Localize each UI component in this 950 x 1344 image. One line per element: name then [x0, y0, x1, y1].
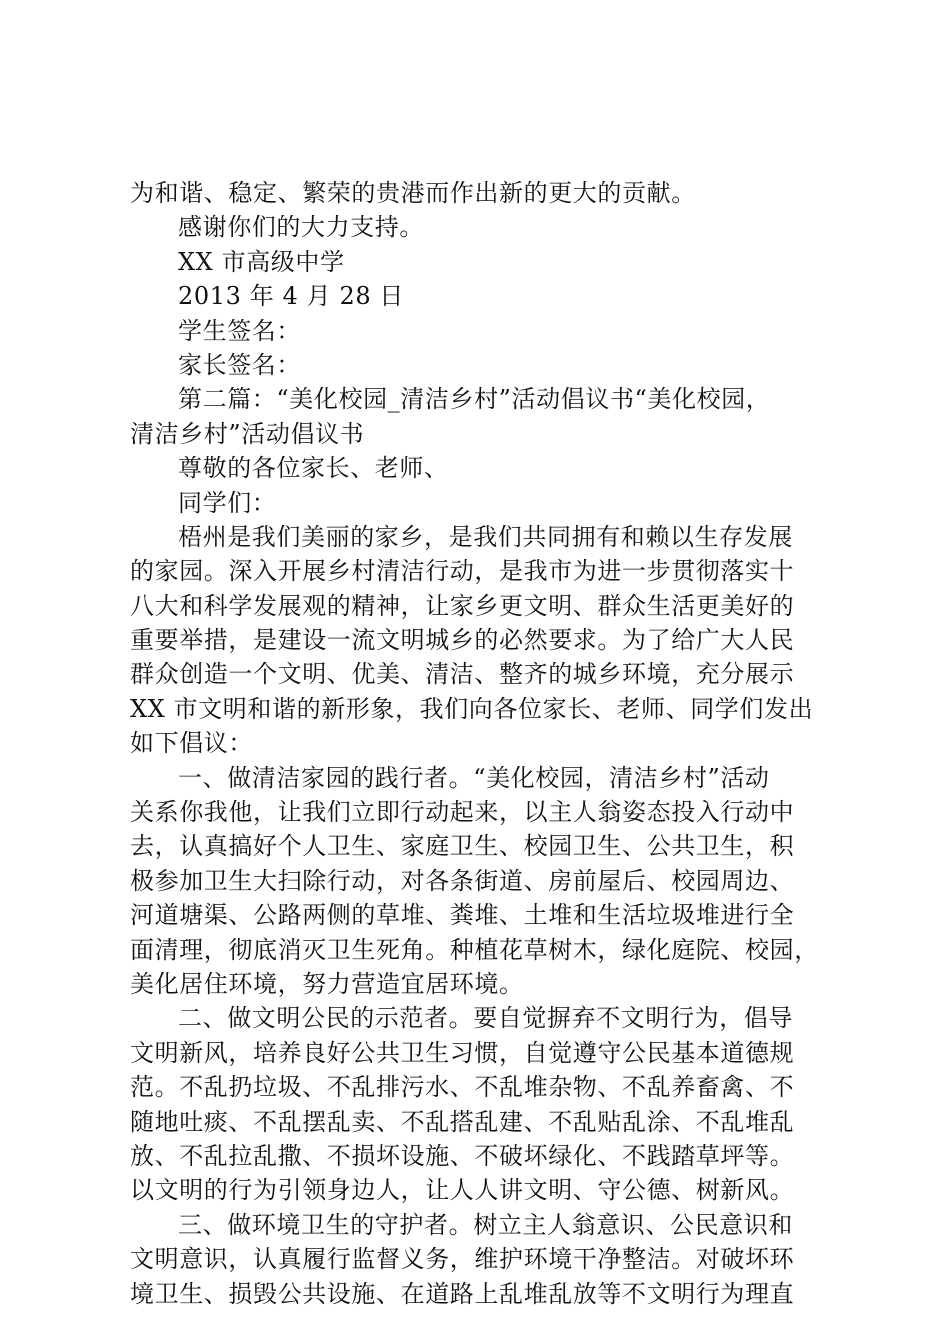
text-line: 八大和科学发展观的精神，让家乡更文明、群众生活更美好的 — [130, 591, 795, 620]
text-line: 美化居住环境，努力营造宜居环境。 — [130, 969, 524, 998]
text-line: 放、不乱拉乱撒、不损坏设施、不破坏绿化、不践踏草坪等。 — [130, 1141, 795, 1170]
student-signature-label: 学生签名： — [178, 316, 301, 345]
text-line: 随地吐痰、不乱摆乱卖、不乱搭乱建、不乱贴乱涂、不乱堆乱 — [130, 1107, 795, 1136]
text-line: 境卫生、损毁公共设施、在道路上乱堆乱放等不文明行为理直 — [130, 1279, 795, 1308]
text-line: 如下倡议： — [130, 729, 253, 758]
text-line: 去，认真搞好个人卫生、家庭卫生、校园卫生、公共卫生，积 — [130, 832, 795, 861]
school-name: XX 市高级中学 — [178, 247, 345, 276]
date-line: 2013 年 4 月 28 日 — [178, 282, 405, 311]
text-line: 一、做清洁家园的践行者。“美化校园，清洁乡村”活动 — [178, 763, 770, 792]
text-line: 的家园。深入开展乡村清洁行动，是我市为进一步贯彻落实十 — [130, 557, 795, 586]
text-line: 梧州是我们美丽的家乡，是我们共同拥有和赖以生存发展 — [178, 522, 793, 551]
parent-signature-label: 家长签名： — [178, 350, 301, 379]
text-line: 三、做环境卫生的守护者。树立主人翁意识、公民意识和 — [178, 1210, 793, 1239]
section-title-cont: 清洁乡村”活动倡议书 — [130, 419, 365, 448]
text-line: 以文明的行为引领身边人，让人人讲文明、守公德、树新风。 — [130, 1176, 795, 1205]
text-line: 关系你我他，让我们立即行动起来，以主人翁姿态投入行动中 — [130, 798, 795, 827]
text-line: 群众创造一个文明、优美、清洁、整齐的城乡环境，充分展示 — [130, 660, 795, 689]
text-line: 二、做文明公民的示范者。要自觉摒弃不文明行为，倡导 — [178, 1004, 793, 1033]
text-line: XX 市文明和谐的新形象，我们向各位家长、老师、同学们发出 — [130, 694, 814, 723]
text-line: 范。不乱扔垃圾、不乱排污水、不乱堆杂物、不乱养畜禽、不 — [130, 1073, 795, 1102]
text-line: 极参加卫生大扫除行动，对各条街道、房前屋后、校园周边、 — [130, 866, 795, 895]
text-line: 重要举措，是建设一流文明城乡的必然要求。为了给广大人民 — [130, 626, 795, 655]
text-line: 面清理，彻底消灭卫生死角。种植花草树木，绿化庭院、校园， — [130, 935, 819, 964]
text-line: 感谢你们的大力支持。 — [178, 213, 424, 242]
salutation-cont: 同学们： — [178, 488, 277, 517]
document-body — [130, 176, 830, 1311]
text-line: 文明意识，认真履行监督义务，维护环境干净整洁。对破坏环 — [130, 1245, 795, 1274]
text-line: 文明新风，培养良好公共卫生习惯，自觉遵守公民基本道德规 — [130, 1038, 795, 1067]
text-line: 为和谐、稳定、繁荣的贵港而作出新的更大的贡献。 — [130, 179, 696, 207]
section-title: 第二篇：“美化校园_清洁乡村”活动倡议书“美化校园， — [178, 385, 771, 414]
salutation: 尊敬的各位家长、老师、 — [178, 454, 449, 483]
text-line: 河道塘渠、公路两侧的草堆、粪堆、土堆和生活垃圾堆进行全 — [130, 901, 795, 930]
